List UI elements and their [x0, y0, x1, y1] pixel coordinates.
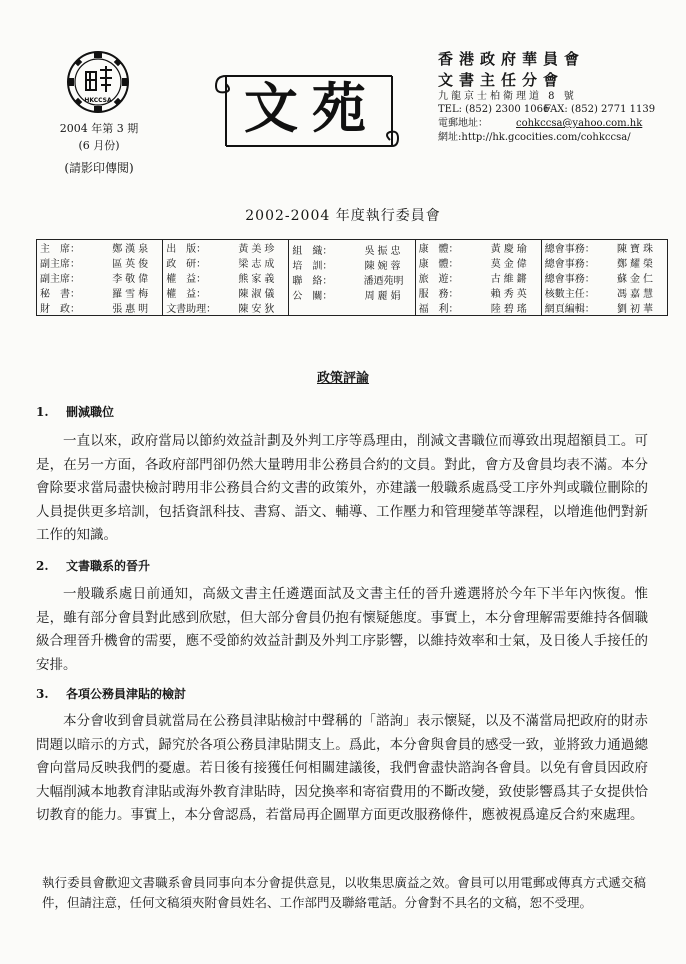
web-link[interactable]: http://hk.gcocities.com/cohkccsa/: [461, 132, 631, 143]
member-name: 陳婉蓉: [364, 261, 404, 272]
member-name: 熊家義: [238, 274, 278, 285]
section-number: 2.: [36, 559, 49, 573]
committee-member: [166, 300, 285, 315]
member-name: 鄭漢泉: [112, 244, 152, 255]
committee-member: [166, 240, 285, 255]
member-name: 蘇金仁: [617, 274, 656, 285]
member-name: 羅雪梅: [112, 289, 152, 300]
address: 九龍京士柏衛理道 8 號: [438, 91, 577, 102]
committee-column: [163, 240, 289, 316]
committee-member: [419, 285, 538, 300]
member-role: 總會事務：: [544, 244, 595, 255]
member-name: 陳淑儀: [238, 289, 278, 300]
email-link[interactable]: cohkccsa@yahoo.com.hk: [516, 118, 643, 129]
branch-name: 文書主任分會: [438, 71, 565, 89]
committee-member: [292, 287, 411, 302]
member-name: 陳寶珠: [617, 244, 656, 255]
committee-member-empty: [292, 302, 411, 313]
member-name: 李敬偉: [112, 274, 152, 285]
member-name: 區英俊: [112, 259, 152, 270]
committee-title: 2002-2004 年度執行委員會: [245, 208, 441, 224]
committee-column: [37, 240, 163, 316]
member-role: 服 務：: [418, 289, 459, 300]
committee-member: [545, 240, 664, 255]
committee-member: [292, 257, 411, 272]
committee-member: [292, 272, 411, 287]
policy-title: 政策評論: [316, 371, 369, 386]
member-name: 陳安狄: [238, 304, 278, 315]
member-name: 莫金偉: [490, 259, 530, 270]
member-name: 吳振忠: [364, 246, 404, 257]
committee-member: [166, 270, 285, 285]
committee-column: [289, 240, 415, 316]
member-name: 陸碧瑤: [490, 304, 530, 315]
logo-text: HKCCSA: [84, 97, 112, 104]
member-role: 核數主任：: [544, 289, 595, 300]
section-number: 1.: [36, 405, 49, 419]
fax: FAX: (852) 2771 1139: [544, 104, 656, 115]
section-title: 文書職系的晉升: [66, 559, 151, 573]
member-role: 福 利：: [418, 304, 459, 315]
member-role: 培 訓：: [292, 261, 333, 272]
footer-notice: 執行委員會歡迎文書職系會員同事向本分會提供意見，以收集思廣益之效。會員可以用電郵或傳真方式遞交稿件，但請注意，任何文稿須夾附會員姓名、工作部門及聯絡電話。分會對不具名的文稿，恕不受理。: [42, 875, 646, 910]
member-name: 古維鏘: [490, 274, 530, 285]
committee-member: [545, 285, 664, 300]
committee-member: [545, 300, 664, 315]
member-role: 總會事務：: [544, 274, 595, 285]
committee-member: [166, 285, 285, 300]
member-role: 公 關：: [292, 291, 333, 302]
member-name: 周麗娟: [364, 291, 404, 302]
association-logo: [66, 50, 130, 114]
committee-member: [40, 285, 159, 300]
committee-member: [419, 240, 538, 255]
member-role: 主 席：: [40, 244, 80, 255]
member-name: 劉初華: [617, 304, 656, 315]
committee-member: [419, 300, 538, 315]
member-role: 政 研：: [166, 259, 207, 270]
section-number: 3.: [36, 687, 49, 701]
committee-member: [545, 270, 664, 285]
committee-member: [419, 270, 538, 285]
committee-member: [419, 255, 538, 270]
org-name: 香港政府華員會: [438, 50, 586, 68]
member-role: 組 織：: [292, 246, 333, 257]
web-label: 網址:: [438, 132, 462, 143]
member-name: 黃美珍: [238, 244, 278, 255]
section-title: 各項公務員津貼的檢討: [66, 687, 187, 701]
member-name: 馮嘉慧: [617, 289, 656, 300]
member-name: 梁志成: [238, 259, 278, 270]
section-heading: [36, 557, 150, 574]
committee-member: [40, 255, 159, 270]
email-label: 電郵地址：: [438, 118, 488, 129]
section-body: 一般職系處日前通知，高級文書主任遴選面試及文書主任的晉升遴選將於今年下半年內恢復。惟是，雖有部分會員對此感到欣慰，但大部分會員仍抱有懷疑態度。事實上，本分會理解需要維持各個職級合理晉升機會的需要，應不受節約效益計劃及外判工序影響，以維持效率和士氣，及日後人手接任的安排。: [36, 586, 648, 673]
member-role: 文書助理：: [166, 304, 217, 315]
member-role: 網頁編輯：: [544, 304, 595, 315]
member-role: 秘 書：: [40, 289, 80, 300]
section-body: 一直以來，政府當局以節約效益計劃及外判工序等爲理由，削減文書職位而導致出現超額員工。可是，在另一方面，各政府部門卻仍然大量聘用非公務員合約的文員。對此，會方及會員均表不滿。本分會除要求當局盡快檢討聘用非公務員合約文書的政策外，亦建議一般職系處爲受工序外判或職位刪除的人員提供更多培訓，包括資訊科技、書寫、語文、輔導、工作壓力和管理變革等課程，以增進他們對新工作的知識。: [36, 433, 648, 544]
section-heading: [36, 403, 114, 420]
member-role: 康 體：: [418, 244, 459, 255]
member-role: 權 益：: [166, 274, 207, 285]
committee-column: [415, 240, 541, 316]
issue-month: (6 月份): [78, 139, 120, 152]
member-role: 財 政：: [40, 304, 80, 315]
section-body: 本分會收到會員就當局在公務員津貼檢討中聲稱的「諮詢」表示懷疑，以及不滿當局把政府的財赤問題以暗示的方式，歸究於各項公務員津貼開支上。爲此，本分會與會員的感受一致，並將致力通過總會向當局反映我們的憂慮。若日後有接獲任何相關建議後，我們會盡快諮詢各會員。以免有會員因政府大幅削減本地教育津貼或海外教育津貼時，因兌換率和寄宿費用的不斷改變，致使影響爲其子女提供恰切教育的能力。事實上，本分會認爲，若當局再企圖單方面更改服務條件，應被視爲違反合約來處理。: [36, 713, 648, 824]
web-row: [438, 131, 631, 145]
committee-member: [40, 300, 159, 315]
member-role: 權 益：: [166, 289, 207, 300]
member-role: 副主席：: [40, 259, 80, 270]
member-role: 旅 遊：: [418, 274, 459, 285]
committee-member: [292, 242, 411, 257]
committee-member: [545, 255, 664, 270]
member-name: 潘迺苑明: [363, 276, 404, 287]
circulation-notice: (請影印傳閱): [64, 161, 134, 175]
section-title: 刪減職位: [66, 405, 115, 419]
section-heading: [36, 685, 186, 702]
member-role: 康 體：: [418, 259, 459, 270]
member-role: 總會事務：: [544, 259, 595, 270]
committee-table: [36, 239, 668, 316]
committee-member: [166, 255, 285, 270]
phone: TEL: (852) 2300 1066: [438, 104, 550, 115]
member-name: 黃慶瑜: [490, 244, 530, 255]
committee-member: [40, 240, 159, 255]
member-name: 賴秀英: [490, 289, 530, 300]
email-row: [438, 117, 642, 131]
member-role: 聯 絡：: [292, 276, 333, 287]
member-name: 鄭耀榮: [617, 259, 656, 270]
committee-column: [541, 240, 667, 316]
issue-number: 2004 年第 3 期: [59, 122, 139, 135]
member-role: 副主席：: [40, 274, 80, 285]
newsletter-title: 文苑: [244, 76, 380, 140]
committee-member: [40, 270, 159, 285]
member-role: 出 版：: [166, 244, 207, 255]
member-name: 張惠明: [112, 304, 152, 315]
